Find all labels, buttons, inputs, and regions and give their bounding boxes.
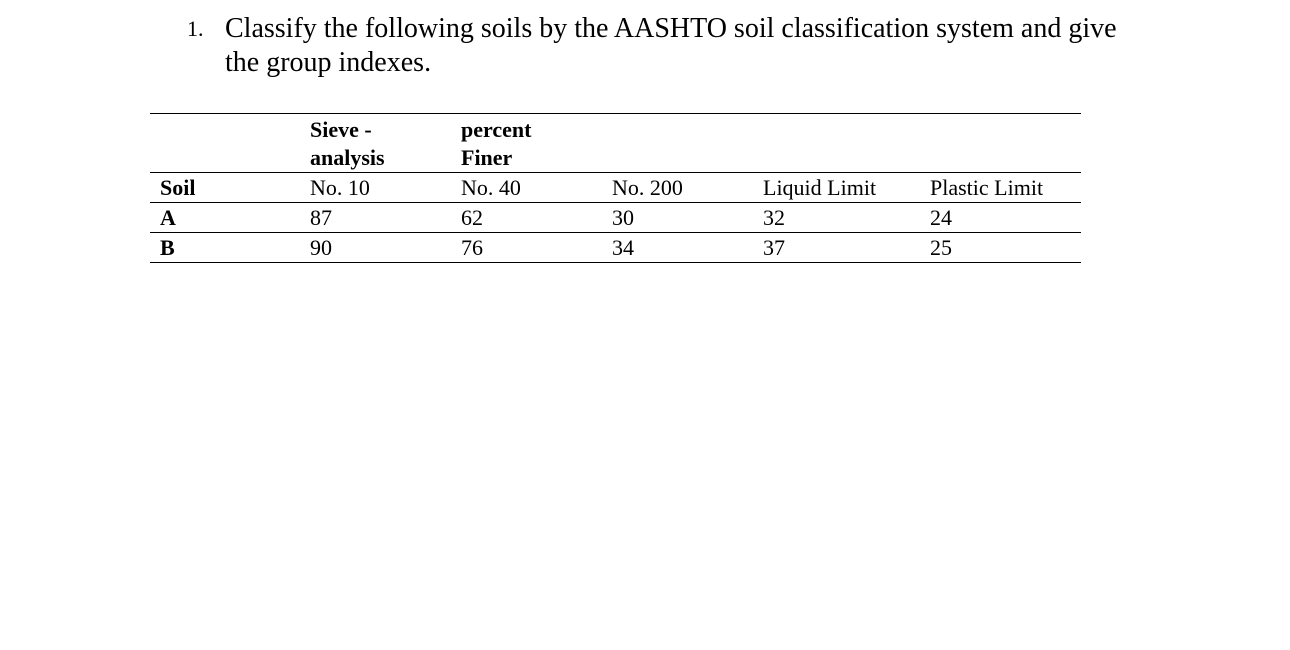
group-header-percent-finer: percent Finer (451, 114, 602, 173)
question-text: Classify the following soils by the AASHTO soil classification system and give the group indexes. (225, 13, 1117, 78)
group-header-row (150, 114, 1081, 173)
table-cell-soil: B (150, 233, 300, 263)
column-header-no-200: No. 200 (602, 173, 753, 203)
column-header-no-40: No. 40 (451, 173, 602, 203)
table-row-soil-a (150, 203, 1081, 233)
table-cell-no-200: 30 (602, 203, 753, 233)
group-header-cell (920, 114, 1081, 173)
table-row-soil-b (150, 233, 1081, 263)
table-cell-no-10: 87 (300, 203, 451, 233)
table-cell-no-40: 62 (451, 203, 602, 233)
table-cell-no-200: 34 (602, 233, 753, 263)
table-cell-plastic-limit: 25 (920, 233, 1081, 263)
table-cell-liquid-limit: 32 (753, 203, 920, 233)
group-header-sieve-analysis: Sieve - analysis (300, 114, 451, 173)
table-cell-liquid-limit: 37 (753, 233, 920, 263)
soil-data-table (150, 113, 1081, 263)
column-header-plastic-limit: Plastic Limit (920, 173, 1081, 203)
question-number: 1. (187, 16, 204, 41)
table-cell-soil: A (150, 203, 300, 233)
group-header-cell (602, 114, 753, 173)
table-cell-no-40: 76 (451, 233, 602, 263)
group-header-cell (753, 114, 920, 173)
column-header-liquid-limit: Liquid Limit (753, 173, 920, 203)
column-header-row (150, 173, 1081, 203)
table-cell-plastic-limit: 24 (920, 203, 1081, 233)
group-header-cell (150, 114, 300, 173)
table-cell-no-10: 90 (300, 233, 451, 263)
column-header-no-10: No. 10 (300, 173, 451, 203)
column-header-soil: Soil (150, 173, 300, 203)
